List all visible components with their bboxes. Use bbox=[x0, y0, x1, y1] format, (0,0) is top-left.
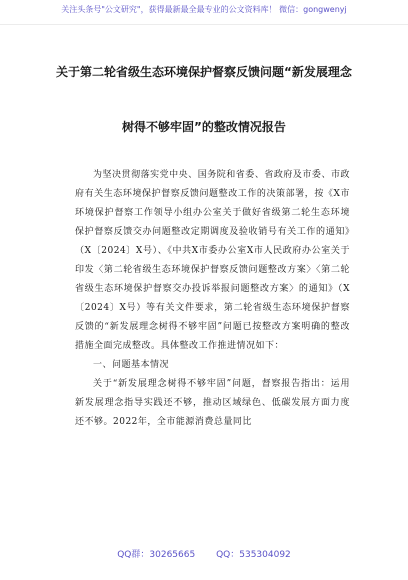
document-body bbox=[75, 166, 350, 432]
footer-contact bbox=[0, 547, 408, 560]
body-paragraph: 为坚决贯彻落实党中央、国务院和省委、省政府及市委、市政府有关生态环境保护督察反馈问题整改工作的决策部署，按《X市环境保护督察工作领导小组办公室关于做好省级第二轮生态环境保护督察反馈交办问题整改定期调度及验收销号有关工作的通知》（X〔2024〕X号）、《中共X市委办公室X市人民政府办公室关于印发〈第二轮省级生态环境保护督察反馈问题整改方案〉〈第二轮省级生态环境保护督察交办投诉举报问题整改方案〉的通知》（X〔2024〕X号）等有关文件要求，第二轮省级生态环境保护督察反馈的“新发展理念树得不够牢固”问题已按整改方案明确的整改措施全面完成整改。具体整改工作推进情况如下： bbox=[75, 170, 350, 351]
document-title-line-1: 关于第二轮省级生态环境保护督察反馈问题“新发展理念 bbox=[56, 65, 352, 79]
footer-qq-group: QQ群：30265665 bbox=[117, 550, 196, 560]
document-title-line-2: 树得不够牢固”的整改情况报告 bbox=[122, 120, 286, 134]
header-notice: 关注头条号"公文研究"，获得最新最全最专业的公文资料库！ 微信：gongwenyj bbox=[0, 4, 408, 25]
section-heading: 一、问题基本情况 bbox=[93, 360, 170, 370]
body-paragraph: 关于“新发展理念树得不够牢固”问题，督察报告指出：运用新发展理念指导实践还不够，推动区域绿色、低碳发展方面力度还不够。2022年，全市能源消费总量同比 bbox=[75, 379, 350, 427]
footer-qq: QQ：535304092 bbox=[216, 550, 291, 560]
